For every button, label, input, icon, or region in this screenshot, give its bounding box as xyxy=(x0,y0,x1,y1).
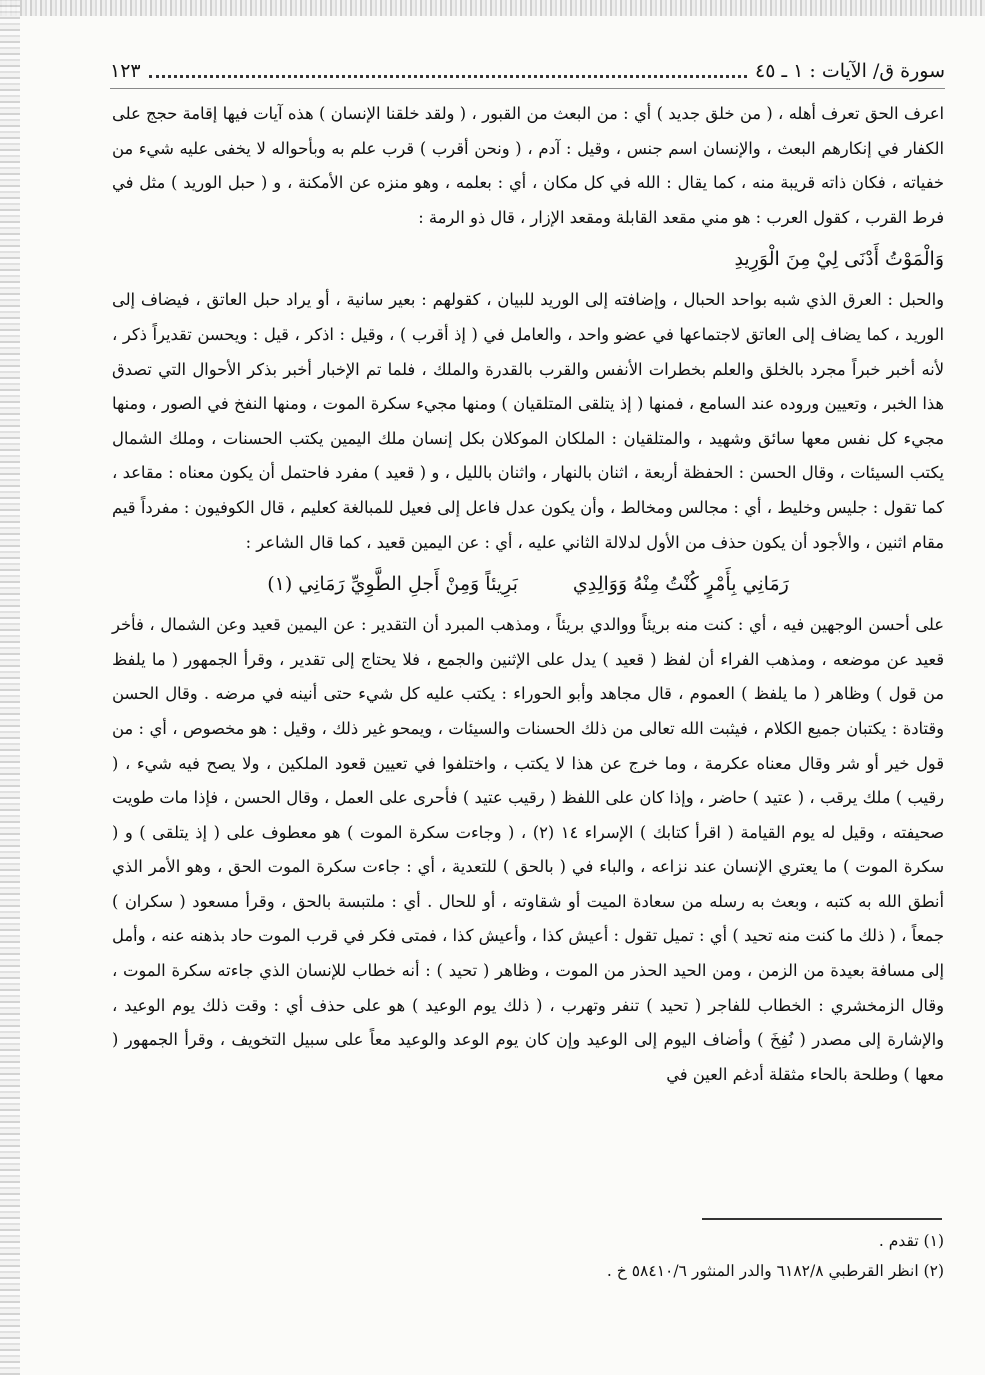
page-header xyxy=(110,58,945,84)
header-dot-leader xyxy=(149,75,747,78)
header-rule xyxy=(110,88,945,89)
footnote-1: (١) تقدم . xyxy=(878,1232,944,1250)
page-number: ١٢٣ xyxy=(110,60,141,82)
scan-top-edge xyxy=(0,0,985,16)
verse-first-hemistich: رَمَانِي بِأَمْرٍ كُنْتُ مِنْهُ وَوَالِدِي xyxy=(572,573,789,596)
running-title: سورة ق/ الآيات : ١ ـ ٤٥ xyxy=(755,60,945,82)
paragraph-2: والحبل : العرق الذي شبه بواحد الحبال ، وإضافته إلى الوريد للبيان ، كقولهم : بعير سانية ، أو يراد حبل العاتق ، فيضاف إلى الوريد ، كما يضاف إلى العاتق لاجتماعها في عضو واحد ، والعامل في ( إذ أقرب ) ، وقيل : اذكر ، قيل : ويحسن تقديراً ذكر ، لأنه أخبر خبراً مجرد بالخلق والعلم بخطرات الأنفس والقرب بالقدرة والملك ، فلما تم الإخبار أخبر بذكر الأحوال التي تصدق هذا الخبر ، وتعيين وروده عند السامع ، فمنها ( إذ يتلقى المتلقيان ) ومنها مجيء سكرة الموت ، ومنها النفخ في الصور ، ومنها مجيء كل نفس معها سائق وشهيد ، والمتلقيان : الملكان الموكلان بكل إنسان ملك اليمين يكتب الحسنات ، وملك الشمال يكتب السيئات ، وقال الحسن : الحفظة أربعة ، اثنان بالنهار ، واثنان بالليل ، و ( قعيد ) مفرد فاحتمل أن يكون معناه : مقاعد ، كما تقول : جليس وخليط ، أي : مجالس ومخالط ، وأن يكون عدل فاعل إلى فعيل للمبالغة كعليم ، قال الكوفيون : مفرداً قيم مقام اثنين ، والأجود أن يكون حذف من الأول لدلالة الثاني عليه ، أي : عن اليمين قعيد ، كما قال الشاعر : xyxy=(112,290,944,552)
verse-second-hemistich: بَرِيئاً وَمِنْ أَجلِ الطَّوِيِّ رَمَانِي (١) xyxy=(267,573,518,596)
scan-left-edge xyxy=(0,0,20,1375)
footnotes xyxy=(112,1226,944,1286)
footnote-separator xyxy=(702,1218,942,1220)
verse-couplet xyxy=(112,560,944,608)
verse-line: وَالْمَوْتُ أَدْنَى لِيْ مِنَ الْوَرِيدِ xyxy=(734,248,944,271)
main-text xyxy=(112,97,944,1092)
footnote-2: (٢) انظر القرطبي ٦١٨٢/٨ والدر المنثور ٥٨٤١٠/٦ خ . xyxy=(606,1262,944,1280)
paragraph-3: على أحسن الوجهين فيه ، أي : كنت منه بريئاً ووالدي بريئاً ، ومذهب المبرد أن التقدير : عن اليمين قعيد وعن الشمال ، فأخر قعيد عن موضعه ، ومذهب الفراء أن لفظ ( قعيد ) يدل على الإثنين والجمع ، فلا يحتاج إلى تقدير ، وقرأ الجمهور ( ما يلفظ من قول ) وظاهر ( ما يلفظ ) العموم ، قال مجاهد وأبو الحوراء : يكتب عليه كل شيء حتى أنينه في مرضه . وقال الحسن وقتادة : يكتبان جميع الكلام ، فيثبت الله تعالى من ذلك الحسنات والسيئات ، ويمحو غير ذلك ، وقيل : هو مخصوص ، أي : من قول خير أو شر وقال معناه عكرمة ، وما خرج عن هذا لا يكتب ، واختلفوا في تعيين قعود الملكين ، ولا يصح فيه شيء ، ( رقيب ) ملك يرقب ، ( عتيد ) حاضر ، وإذا كان على اللفظ ( رقيب عتيد ) فأحرى على العمل ، وقال الحسن ، فإذا مات طويت صحيفته ، وقيل له يوم القيامة ( اقرأ كتابك ) الإسراء ١٤ (٢) ، ( وجاءت سكرة الموت ) هو معطوف على ( إذ يتلقى ) و ( سكرة الموت ) ما يعتري الإنسان عند نزاعه ، والباء في ( بالحق ) للتعدية ، أي : جاءت سكرة الموت الحق ، وهو الأمر الذي أنطق الله به كتبه ، وبعث به رسله من سعادة الميت أو شقاوته ، أو للحال . أي : ملتبسة بالحق ، وقرأ مسعود ( سكران ) جمعاً ، ( ذلك ما كنت منه تحيد ) أي : تميل تقول : أعيش كذا ، وأعيش كذا ، فمتى فكر في قرب الموت حاد بذهنه عنه ، وأمل إلى مسافة بعيدة من الزمن ، ومن الحيد الحذر من الموت ، وظاهر ( تحيد ) : أنه خطاب للإنسان الذي جاءته سكرة الموت ، وقال الزمخشري : الخطاب للفاجر ( تحيد ) تنفر وتهرب ، ( ذلك يوم الوعيد ) هو على حذف أي : وقت ذلك يوم الوعيد ، والإشارة إلى مصدر ( نُفِخَ ) وأضاف اليوم إلى الوعيد وإن كان يوم الوعد والوعيد معاً على سبيل التخويف ، وقرأ الجمهور ( معها ) وطلحة بالحاء مثقلة أدغم العين في xyxy=(112,615,945,1084)
paragraph-1: اعرف الحق تعرف أهله ، ( من خلق جديد ) أي : من البعث من القبور ، ( ولقد خلقنا الإنسان ) هذه آيات فيها إقامة حجج على الكفار في إنكارهم البعث ، والإنسان اسم جنس ، وقيل : آدم ، ( ونحن أقرب ) قرب علم به وبأحواله لا يخفى عليه شيء من خفياته ، فكان ذاته قريبة منه ، كما يقال : الله في كل مكان ، أي : بعلمه ، وهو منزه عن الأمكنة ، و ( حبل الوريد ) مثل في فرط القرب ، كقول العرب : هو مني مقعد القابلة ومقعد الإزار ، قال ذو الرمة : xyxy=(112,104,944,227)
